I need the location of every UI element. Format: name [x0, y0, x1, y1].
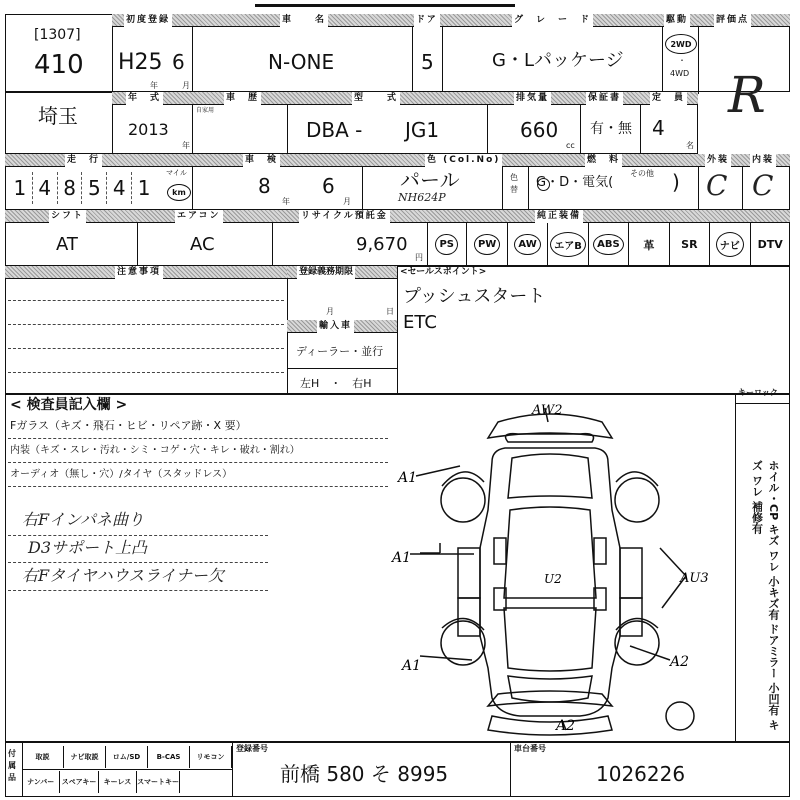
mileage-digit: 1: [137, 176, 151, 200]
mark-roof: AW2: [532, 403, 563, 418]
equipment-cell: [751, 223, 790, 266]
reg-no-label: 登録番号: [236, 744, 268, 753]
mileage-digit: 4: [107, 172, 132, 204]
equipment-item: 革: [643, 238, 655, 252]
equipment-cell: [427, 223, 467, 266]
inspection-month: 6: [322, 174, 335, 198]
steering-label: 左H ・ 右H: [300, 377, 372, 390]
accessory-item: ナビ取説: [64, 746, 106, 768]
accessories-label: 付属品: [8, 749, 16, 782]
lot-number: 410: [34, 50, 84, 80]
mark-front-bumper: A2: [556, 718, 576, 734]
equipment-item: ABS: [593, 234, 624, 255]
region: 埼玉: [38, 104, 78, 128]
sales-point-1: プッシュスタート: [403, 286, 546, 307]
row1-header: 初度登録 車 名 ドア グ レ ー ド 駆動: [112, 14, 698, 27]
keylock-label: キーロック: [738, 388, 778, 397]
equipment-list: [427, 223, 790, 266]
row2-header: 年 式 車 歴 型 式 排気量 保証書 定 員: [112, 92, 698, 105]
accessory-item: キーレス: [99, 771, 137, 793]
equipment-cell: [710, 223, 750, 266]
inspection-year: 8: [258, 174, 271, 198]
inspector-line-3: オーディオ（無し・穴）/タイヤ（スタッドレス）: [10, 469, 233, 480]
model-year: 2013: [128, 120, 169, 139]
accessory-item: リモコン: [190, 746, 232, 768]
aircon: AC: [190, 234, 215, 255]
row4-header: シフト エアコン リサイクル預託金 純正装備: [5, 210, 790, 223]
equipment-item: エアB: [550, 232, 586, 257]
mileage-digit: 4: [33, 172, 58, 204]
accessory-item: スペアキー: [60, 771, 98, 793]
grade: G・Lパッケージ: [492, 50, 624, 71]
mark-right-rear: A2: [670, 654, 690, 670]
auction-sheet: 初度登録 車 名 ドア グ レ ー ド 駆動 評価点 [1307] 410 H25 6 年 月 N-ONE 5 G・Lパッケージ 2WD ・ 4WD R 年 式 車 歴 型 式 排気量 保証書 定 員 埼玉 2013 年 自家用 DBA - JG1 660 cc 有・無 4 名 走 行 車 検 色 (Col.No) 燃 料 外装 内装 1 4 8 5 4 1 マイル km 8 年 6 月 パール NH624P 色替 G・D・電気( その他 ) C C シフト エアコン リサイクル預託金 純正装備 AT AC 9,670 円 PS PW AW エアB ABS 革 SR ナビ DTV 注意事項 登録義務期限 <セールスポイント> 月 日 輸入車 ディーラー・並行 左H ・ 右H プッシュスタート ETC < 検査員記入欄 > Fガラス（キズ・飛石・ヒビ・リペア跡・X 要） 内装（キズ・スレ・汚れ・シミ・コゲ・穴・キレ・破れ・割れ） オーディオ（無し・穴）/タイヤ（スタッドレス） 右Fインパネ曲り D3サポート上凸 右Fタイヤハウスライナー欠 キーロック ホイル・CP キズ ワレ 小キズ有 ドアミラー 小凹有 キズ ワレ 補修有 AW2 A1 A1 U2 AU3 A1 A2 A2 付属品 取説 ナビ取説 ロム/SD B-CAS リモコン ナンバー スペアキー キーレス スマートキー 登録番号 前橋 580 そ 8995 車台番号 1026226: [0, 0, 800, 800]
shift: AT: [56, 234, 78, 255]
displacement: 660: [520, 118, 559, 142]
cut-title-stroke: [255, 4, 515, 7]
sales-point-2: ETC: [403, 312, 437, 333]
sales-header: <セールスポイント>: [400, 267, 487, 277]
mark-center: U2: [544, 572, 562, 586]
mark-left-door: A1: [392, 550, 412, 566]
registration-number: 前橋 580 そ 8995: [280, 762, 449, 786]
model-prefix: DBA -: [306, 118, 363, 142]
reg-deadline-header: 登録義務期限: [287, 266, 397, 279]
equipment-item: DTV: [757, 238, 783, 251]
mileage-digit: 1: [8, 172, 33, 204]
import-header: 輸入車: [287, 320, 397, 333]
recycle-deposit: 9,670: [356, 234, 408, 255]
warranty-value: 有・無: [590, 121, 632, 137]
drive-2wd-circle: 2WD: [665, 34, 697, 54]
km-circle: km: [167, 184, 191, 201]
mileage-digits: [8, 172, 156, 204]
mileage-digit: 8: [58, 172, 83, 204]
accessory-item: 取説: [22, 746, 64, 768]
fuel-value: G・D・電気(: [536, 175, 614, 190]
car-diagram: [380, 398, 735, 740]
interior-grade: C: [752, 169, 774, 202]
color: パール: [400, 168, 460, 192]
handwritten-note-3: 右Fタイヤハウスライナー欠: [22, 566, 224, 585]
equipment-item: PS: [435, 234, 458, 255]
equipment-cell: [548, 223, 588, 266]
fuel-g-circle: [537, 178, 550, 191]
exterior-grade: C: [706, 169, 728, 202]
model-code: JG1: [405, 118, 440, 142]
car-name: N-ONE: [268, 50, 335, 74]
score-header: 評価点: [698, 14, 790, 27]
color-number: NH624P: [398, 191, 446, 204]
equipment-cell: [589, 223, 629, 266]
accessory-item: ロム/SD: [106, 746, 148, 768]
equipment-cell: [467, 223, 507, 266]
history-note: 自家用: [196, 107, 215, 114]
capacity: 4: [652, 116, 665, 140]
equipment-item: ナビ: [716, 232, 744, 257]
mark-left-rear: A1: [402, 658, 422, 674]
color-change-label: 色替: [510, 173, 518, 194]
equipment-cell: [508, 223, 548, 266]
lot-index: [1307]: [34, 27, 81, 43]
door-count: 5: [421, 50, 434, 74]
mileage-digit: 5: [82, 172, 107, 204]
legend: ホイル・CP キズ ワレ 小キズ有 ドアミラー 小凹有 キズ ワレ 補修有: [750, 460, 780, 731]
mark-right-door: AU3: [680, 571, 709, 586]
accessory-item: スマートキー: [137, 771, 180, 793]
dealer-label: ディーラー・並行: [296, 345, 384, 358]
equipment-item: AW: [514, 234, 540, 255]
mark-front-left-fender: A1: [398, 470, 418, 486]
inspector-line-2: 内装（キズ・スレ・汚れ・シミ・コゲ・穴・キレ・破れ・割れ）: [10, 445, 300, 456]
handwritten-note-2: D3サポート上凸: [28, 538, 148, 557]
front-bumper-shape: [488, 716, 612, 735]
inspector-title: < 検査員記入欄 >: [10, 397, 128, 413]
chassis-label: 車台番号: [514, 744, 546, 753]
equipment-cell: [629, 223, 669, 266]
handwritten-note-1: 右Fインパネ曲り: [22, 510, 144, 529]
first-reg-year: H25: [118, 50, 163, 75]
accessory-item: ナンバー: [22, 771, 60, 793]
accessories-row-2: [22, 771, 180, 793]
row3-header: 走 行 車 検 色 (Col.No) 燃 料 外装 内装: [5, 154, 790, 167]
first-reg-month: 6: [172, 50, 185, 74]
chassis-number: 1026226: [596, 762, 686, 786]
equipment-cell: [670, 223, 710, 266]
accessories-row-1: [22, 746, 232, 768]
equipment-item: PW: [474, 234, 500, 255]
caution-header: 注意事項: [5, 266, 287, 279]
drive-4wd: 4WD: [670, 69, 690, 78]
inspector-line-1: Fガラス（キズ・飛石・ヒビ・リペア跡・X 要）: [10, 419, 247, 432]
equipment-item: SR: [681, 238, 698, 251]
score-value: R: [728, 66, 766, 124]
accessory-item: B-CAS: [148, 746, 190, 768]
